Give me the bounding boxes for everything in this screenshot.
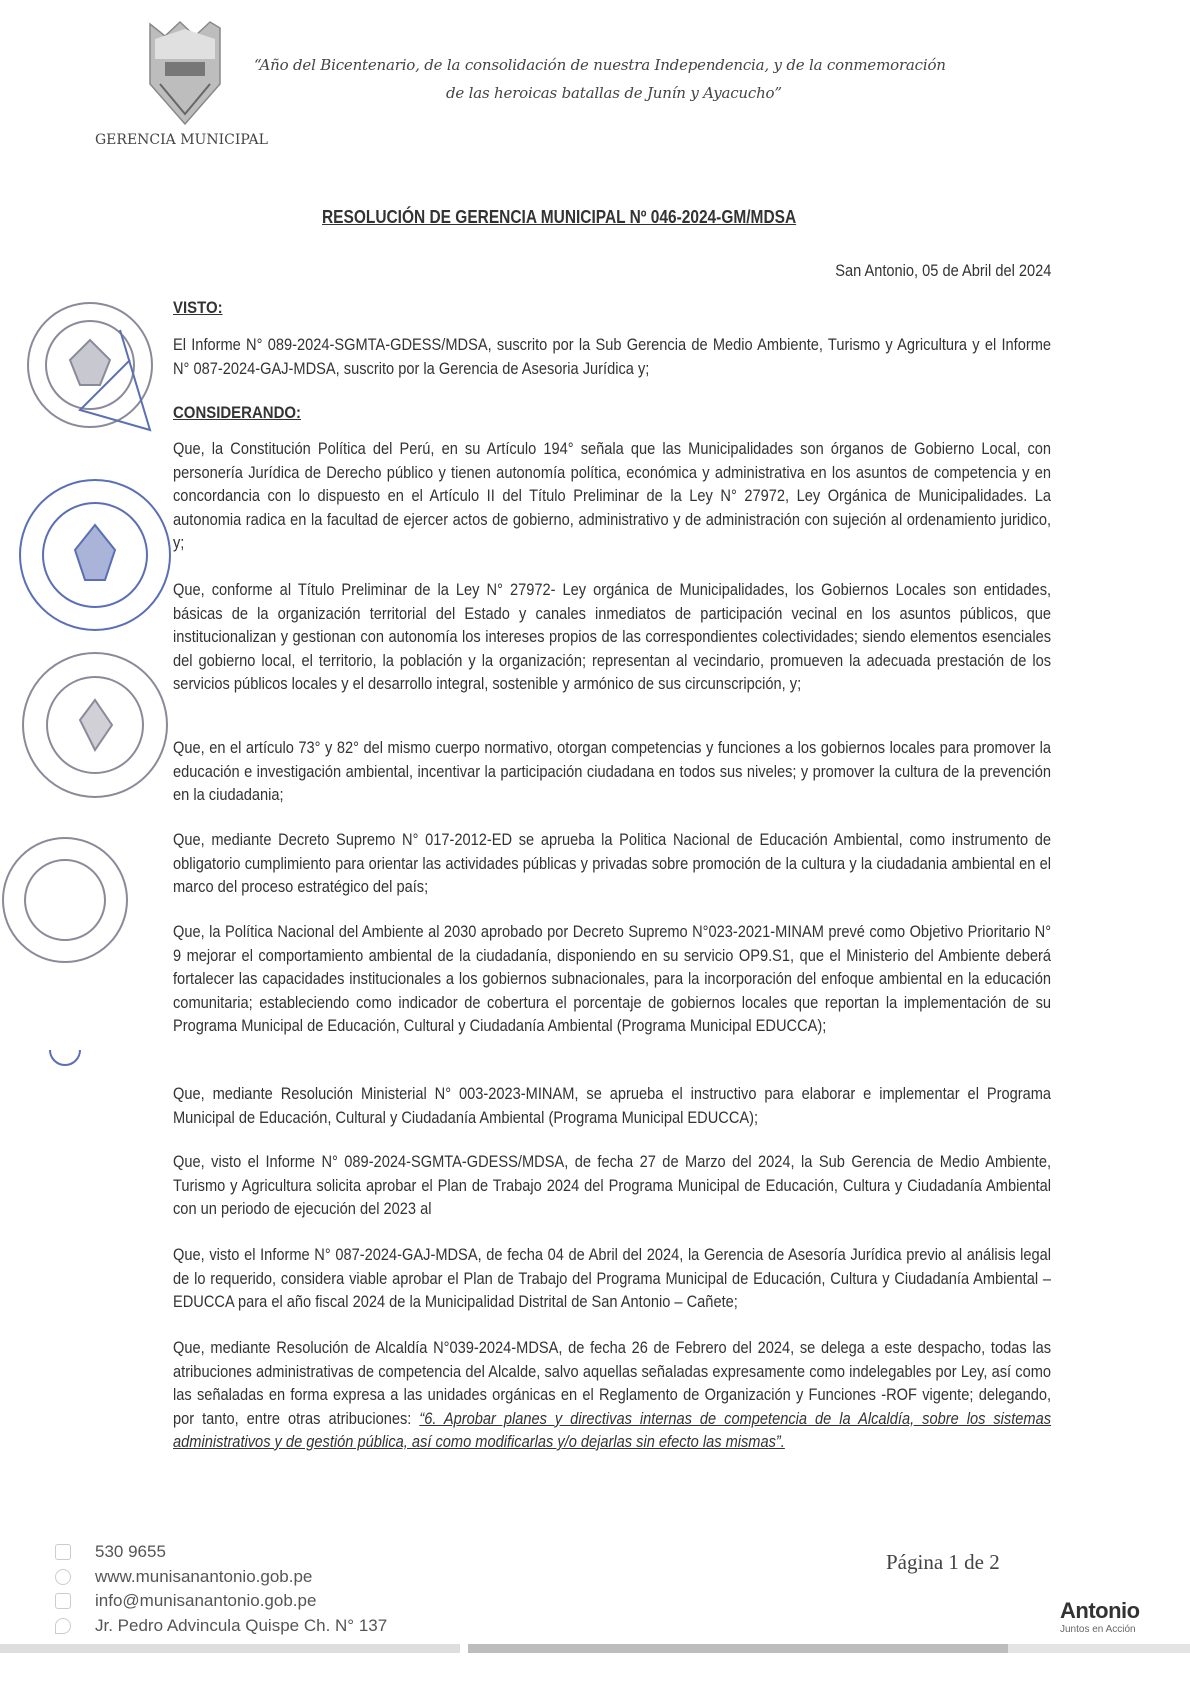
phone-icon: [55, 1544, 71, 1560]
footer-website[interactable]: [95, 1567, 312, 1587]
considerando-paragraph: Que, la Constitución Política del Perú, en su Artículo 194° señala que las Municipalidades son órganos de Gobierno Local, con personería Jurídica de Derecho público y tienen autonomía política, económica y administrativa en los asuntos de competencia y en concordancia con lo dispuesto en el Artículo II del Título Preliminar de la Ley N° 27972, Ley Orgánica de Municipalidades. La autonomia radica en la facultad de ejercer actos de gobierno, administrativo y de administración con sujeción al ordenamiento juridico, y;: [173, 439, 1052, 552]
considerando-paragraph: Que, visto el Informe N° 089-2024-SGMTA-GDESS/MDSA, de fecha 27 de Marzo del 2024, la Sub Gerencia de Medio Ambiente, Turismo y Agricultura solicita aprobar el Plan de Trabajo 2024 del Programa Municipal de Educación, Cultura y Ciudadanía Ambiental con un periodo de ejecución del 2023 al: [173, 1152, 1052, 1218]
brand-tagline: Juntos en Acción: [1060, 1624, 1136, 1635]
considerando-paragraph: Que, la Política Nacional del Ambiente al 2030 aprobado por Decreto Supremo N°023-2021-MINAM prevé como Objetivo Prioritario N° 9 mejorar el comportamiento ambiental de la ciudadanía, disponiendo en su servicio OP9.S1, que el Ministerio del Ambiente deberá fortalecer las capacidades institucionales a los gobiernos subnacionales, para la incorporación del enfoque ambiental en la educación comunitaria; estableciendo como indicador de cobertura el porcentaje de gobiernos locales que reportan la implementación de su Programa Municipal de Educación, Cultural y Ciudadanía Ambiental (Programa Municipal EDUCCA);: [173, 922, 1052, 1035]
resolution-title: RESOLUCIÓN DE GERENCIA MUNICIPAL Nº 046-2024-GM/MDSA: [322, 207, 797, 227]
delegation-text: Que, mediante Resolución de Alcaldía N°039-2024-MDSA, de fecha 26 de Febrero del 2024, se delega a este despacho, todas las atribuciones administrativas de competencia del Alcalde, salvo aquellas señaladas expresamente como indelegables por Ley, así como las señaladas en forma expresa a las unidades orgánicas en el Reglamento de Organización y Funciones -ROF vigente; delegando, por tanto, entre otras atribuciones:: [173, 1338, 1052, 1428]
globe-icon: [55, 1569, 71, 1585]
footer-bar-right: [1008, 1644, 1190, 1653]
brand-logo: [1060, 1598, 1190, 1635]
footer-bar-center: [468, 1644, 1008, 1653]
footer-email[interactable]: [95, 1591, 316, 1611]
municipal-coat-of-arms-logo: [140, 14, 230, 132]
visto-paragraph: El Informe N° 089-2024-SGMTA-GDESS/MDSA, suscrito por la Sub Gerencia de Medio Ambiente, Turismo y Agricultura y el Informe N° 087-2024-GAJ-MDSA, suscrito por la Gerencia de Asesoria Jurídica y;: [173, 335, 1052, 378]
considerando-paragraph: Que, conforme al Título Preliminar de la Ley N° 27972- Ley orgánica de Municipalidades, los Gobiernos Locales son entidades, básicas de la organización territorial del Estado y canales inmediatos de participación vecinal en los asuntos públicos, que institucionalizan y gestionan con autonomía los intereses propios de las correspondientes colectividades; siendo elementos esenciales del gobierno local, el territorio, la población y la organización; representan al vecindario, promueven la adecuada prestación de los servicios públicos locales y el desarrollo integral, sostenible y armónico de sus circunscripción, y;: [173, 580, 1052, 693]
considerando-paragraph: Que, mediante Resolución Ministerial N° 003-2023-MINAM, se aprueba el instructivo para elaborar e implementar el Programa Municipal de Educación, Cultural y Ciudadanía Ambiental (Programa Municipal EDUCCA);: [173, 1084, 1052, 1127]
footer-address: [95, 1616, 387, 1636]
phone-text: 530 9655: [95, 1542, 166, 1561]
address-text: Jr. Pedro Advincula Quispe Ch. N° 137: [95, 1616, 388, 1635]
office-name: GERENCIA MUNICIPAL: [95, 132, 268, 148]
official-stamps: [0, 300, 180, 1000]
website-link[interactable]: www.munisanantonio.gob.pe: [95, 1567, 313, 1586]
considerando-paragraph: Que, visto el Informe N° 087-2024-GAJ-MDSA, de fecha 04 de Abril del 2024, la Gerencia de Asesoría Jurídica previo al análisis legal de lo requerido, considera viable aprobar el Plan de Trabajo del Programa Municipal de Educación, Cultura y Ciudadanía Ambiental – EDUCCA para el año fiscal 2024 de la Municipalidad Distrital de San Antonio – Cañete;: [173, 1245, 1052, 1311]
stamp-mark-fragment: [45, 1040, 85, 1080]
visto-heading: VISTO:: [173, 298, 223, 317]
delegation-quote: “6. Aprobar planes y directivas internas de competencia de la Alcaldía, sobre los sistemas administrativos y de gestión pública, así como modificarlas y/o dejarlas sin efecto las mismas”.: [173, 1408, 1052, 1451]
email-link[interactable]: info@munisanantonio.gob.pe: [95, 1591, 317, 1610]
mail-icon: [55, 1593, 71, 1609]
motto-line-2: de las heroicas batallas de Junín y Ayacucho”: [446, 84, 782, 102]
considerando-paragraph-delegation: [173, 1336, 1051, 1454]
brand-name: Antonio: [1060, 1598, 1140, 1623]
document-date: San Antonio, 05 de Abril del 2024: [834, 261, 1051, 280]
footer-bar-left: [0, 1644, 460, 1653]
motto-line-1: “Año del Bicentenario, de la consolidación de nuestra Independencia, y de la conmemoración: [254, 56, 946, 74]
stamp-desarrollo-economico: [20, 480, 170, 630]
footer-phone: [95, 1542, 166, 1562]
stamp-gerencia-municipal: [28, 303, 152, 427]
stamp-gerencia-asesoria: [3, 838, 127, 962]
considerando-heading: CONSIDERANDO:: [173, 403, 301, 422]
considerando-paragraph: Que, en el artículo 73° y 82° del mismo cuerpo normativo, otorgan competencias y funciones a los gobiernos locales para promover la educación e investigación ambiental, incentivar la participación ciudadana en todos sus niveles; y promover la cultura de la prevención en la ciudadania;: [173, 738, 1052, 804]
page-number: Página 1 de 2: [886, 1550, 1000, 1574]
considerando-paragraph: Que, mediante Decreto Supremo N° 017-2012-ED se aprueba la Politica Nacional de Educación Ambiental, como instrumento de obligatorio cumplimiento para orientar las actividades públicas y privadas sobre promoción de la cultura y la ciudadania ambiental en el marco del proceso estratégico del país;: [173, 830, 1052, 896]
stamp-medio-ambiente: [23, 653, 167, 797]
location-icon: [55, 1618, 71, 1634]
